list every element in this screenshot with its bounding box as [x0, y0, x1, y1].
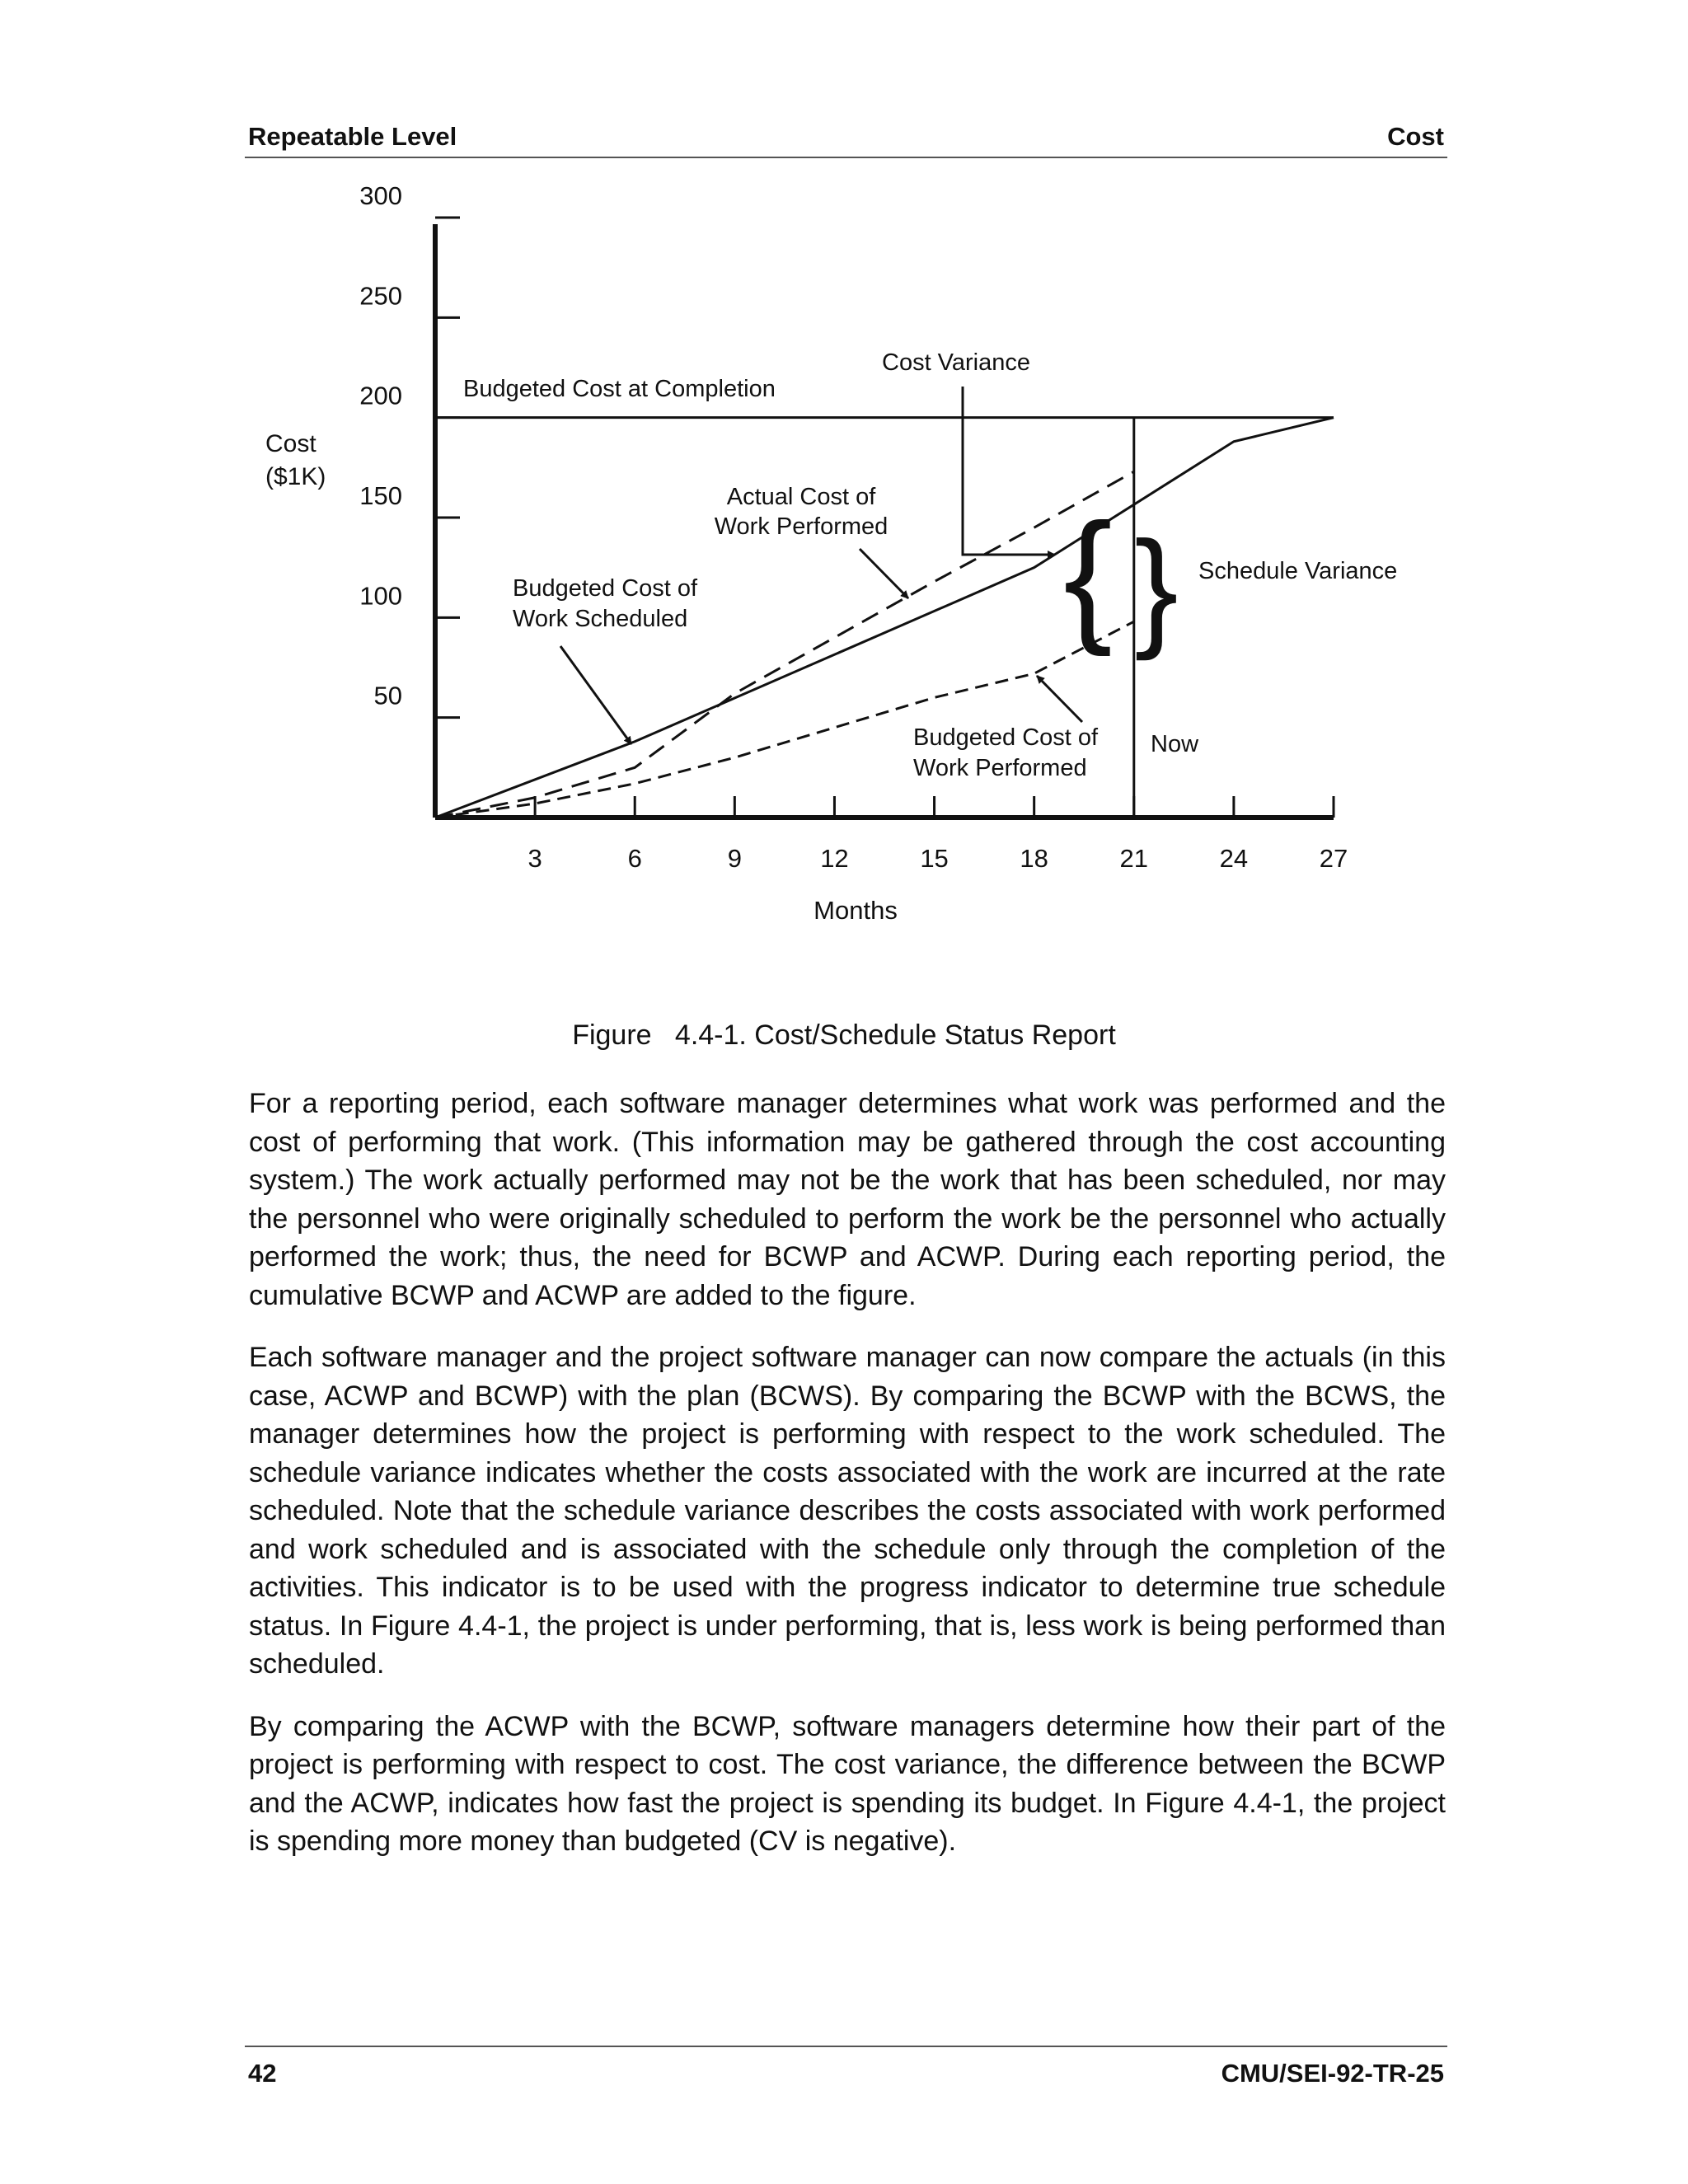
bcws-label-line1: Budgeted Cost of: [513, 575, 698, 602]
figure-caption: Figure 4.4-1. Cost/Schedule Status Report: [572, 1019, 1116, 1051]
y-tick-label: 50: [373, 681, 402, 710]
y-axis-label-line1: Cost: [265, 430, 316, 457]
y-axis-label-line2: ($1K): [265, 463, 326, 490]
x-axis-label: Months: [814, 896, 898, 925]
acwp-label-line1: Actual Cost of: [726, 484, 876, 510]
x-tick-label: 6: [627, 844, 642, 873]
x-tick-label: 9: [727, 844, 742, 873]
x-tick-label: 24: [1219, 844, 1249, 873]
x-axis-ticks: [528, 796, 1348, 873]
y-tick-label: 200: [359, 381, 402, 410]
x-tick-label: 27: [1319, 844, 1348, 873]
y-tick-label: 100: [359, 581, 402, 611]
cost-schedule-chart: [0, 0, 1688, 989]
bcwp-label-line1: Budgeted Cost of: [913, 724, 1099, 751]
x-tick-label: 21: [1119, 844, 1149, 873]
header-section-title: Repeatable Level: [248, 122, 457, 151]
schedule-variance-brace: }: [1134, 513, 1179, 661]
x-tick-label: 3: [528, 844, 542, 873]
x-tick-label: 12: [820, 844, 849, 873]
header-chapter-title: Cost: [1387, 122, 1444, 151]
bcwp-pointer-arrow: [1037, 676, 1082, 722]
x-tick-label: 18: [1020, 844, 1048, 873]
page-number: 42: [248, 2059, 277, 2088]
bcwp-label-line2: Work Performed: [913, 755, 1087, 781]
cost-variance-brace: {: [1063, 493, 1113, 657]
paragraph: For a reporting period, each software manager determines what work was performed and the cost of performing that work. (This information may be gathered through the cost accounting system.) The work actually performed may not be the work that has been scheduled, nor may the personnel who were originally scheduled to perform the work be the personnel who actually performed the work; thus, the need for BCWP and ACWP. During each reporting period, the cumulative BCWP and ACWP are added to the figure.: [249, 1088, 1446, 1311]
bcws-label-line2: Work Scheduled: [513, 606, 688, 632]
cost-variance-arrow: [963, 387, 1055, 555]
bcac-label: Budgeted Cost at Completion: [463, 376, 776, 402]
acwp-label-line2: Work Performed: [714, 513, 889, 540]
y-tick-label: 300: [359, 181, 402, 210]
schedule-variance-label: Schedule Variance: [1198, 558, 1398, 584]
paragraph: Each software manager and the project software manager can now compare the actuals (in this case, ACWP and BCWP) with the plan (BCWS). By comparing the BCWP with the BCWS, the manager determines how the project is performing with respect to the work scheduled. The schedule variance indicates whether the costs associated with the work are incurred at the rate scheduled. Note that the schedule variance describes the costs associated with work performed and work scheduled and is associated with the schedule only through the completion of the activities. This indicator is to be used with the progress indicator to determine true schedule status. In Figure 4.4-1, the project is under performing, that is, less work is being performed than scheduled.: [249, 1342, 1446, 1680]
page-footer: [245, 2046, 1447, 2088]
cost-variance-label: Cost Variance: [882, 349, 1030, 376]
paragraph: By comparing the ACWP with the BCWP, software managers determine how their part of the project is performing with respect to cost. The cost variance, the difference between the BCWP and the ACWP, indicates how fast the project is spending its budget. In Figure 4.4-1, the project is spending more money than budgeted (CV is negative).: [249, 1710, 1446, 1857]
report-id: CMU/SEI-92-TR-25: [1221, 2059, 1444, 2088]
y-tick-label: 250: [359, 281, 402, 311]
body-text: [249, 1085, 1446, 1885]
now-label: Now: [1151, 731, 1199, 757]
series-line-bcwp: [435, 621, 1134, 818]
y-axis-ticks: [359, 181, 460, 718]
y-tick-label: 150: [359, 481, 402, 510]
acwp-pointer-arrow: [860, 549, 908, 598]
x-tick-label: 15: [920, 844, 949, 873]
bcws-pointer-arrow: [560, 646, 631, 744]
